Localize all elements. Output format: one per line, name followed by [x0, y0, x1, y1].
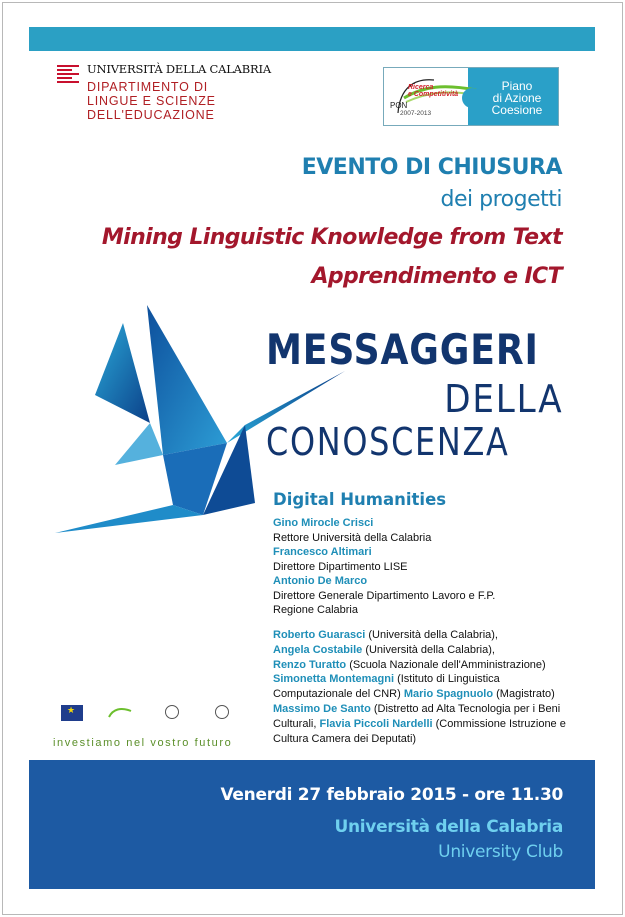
event-date: Venerdi 27 febbraio 2015 - ore 11.30: [220, 785, 563, 805]
panelist-name: Roberto Guarasci: [273, 629, 366, 641]
panelist-affiliation: (Università della Calabria),: [365, 643, 495, 656]
department-line: DIPARTIMENTO DI: [87, 79, 209, 94]
panelist-affiliation: (Magistrato): [496, 688, 555, 701]
panelist-name: Renzo Turatto: [273, 658, 347, 671]
speaker-name: Francesco Altimari: [273, 546, 372, 558]
panelist-affiliation: (Commissione Istruzione e Cultura Camera dei Deputati): [273, 717, 566, 745]
event-title: EVENTO DI CHIUSURA: [301, 155, 562, 180]
speakers-list: [273, 516, 573, 618]
event-subtitle: dei progetti: [440, 187, 562, 212]
panelist-affiliation: (Distretto ad Alta Tecnologia per i Beni Culturali,: [273, 702, 561, 730]
pon-brand-text: Ricerca e Competitività: [408, 84, 459, 99]
panelist-name: Flavia Piccoli Nardelli: [319, 717, 433, 730]
pon-years: 2007-2013: [400, 110, 432, 117]
speaker-name: Antonio De Marco: [273, 575, 368, 587]
speaker-role: Direttore Generale Dipartimento Lavoro e F.P. Regione Calabria: [273, 589, 496, 616]
project-title-2: Apprendimento e ICT: [311, 264, 562, 289]
brand-line-1: MESSAGGERI: [266, 325, 539, 374]
university-mark-icon: [57, 65, 79, 83]
speaker-name: Gino Mirocle Crisci: [273, 517, 374, 529]
panelist-affiliation: (Università della Calabria),: [368, 629, 498, 641]
ministry-seal-icon: [165, 705, 179, 719]
plan-text: Piano di Azione Coesione: [491, 79, 543, 117]
funding-slogan: investiamo nel vostro futuro: [53, 737, 233, 749]
speaker-role: Rettore Università della Calabria: [273, 531, 432, 544]
pon-label: PON: [390, 101, 408, 110]
panelist-affiliation: (Istituto di Linguistica Computazionale del CNR): [273, 673, 500, 701]
brand-line-3: CONOSCENZA: [266, 420, 510, 464]
department-line: LINGUE E SCIENZE: [87, 93, 216, 108]
project-title-1: Mining Linguistic Knowledge from Text: [101, 225, 562, 250]
university-name: UNIVERSITÀ DELLA CALABRIA: [87, 62, 271, 76]
panelist-affiliation: (Scuola Nazionale dell'Amministrazione): [349, 658, 546, 671]
panelist-name: Mario Spagnuolo: [403, 688, 494, 701]
panelist-name: Massimo De Santo: [273, 702, 371, 715]
brand-line-2: DELLA: [443, 377, 563, 421]
puzzle-piece-icon: [462, 88, 482, 108]
ministry-seal-icon: [215, 705, 229, 719]
panel-list: [273, 628, 573, 746]
event-room: University Club: [438, 842, 563, 862]
pon-logo: [383, 67, 559, 126]
eu-flag-icon: [61, 705, 83, 721]
speaker-role: Direttore Dipartimento LISE: [273, 560, 408, 573]
university-logo: [57, 64, 271, 122]
event-venue: Università della Calabria: [334, 817, 563, 837]
department-name: [87, 80, 271, 122]
department-line: DELL'EDUCAZIONE: [87, 107, 215, 122]
panelist-name: Simonetta Montemagni: [273, 673, 395, 686]
pon-mini-logo: [107, 705, 133, 727]
top-accent-bar: [29, 27, 595, 51]
panelist-name: Angela Costabile: [273, 643, 363, 656]
session-title: Digital Humanities: [273, 490, 447, 509]
